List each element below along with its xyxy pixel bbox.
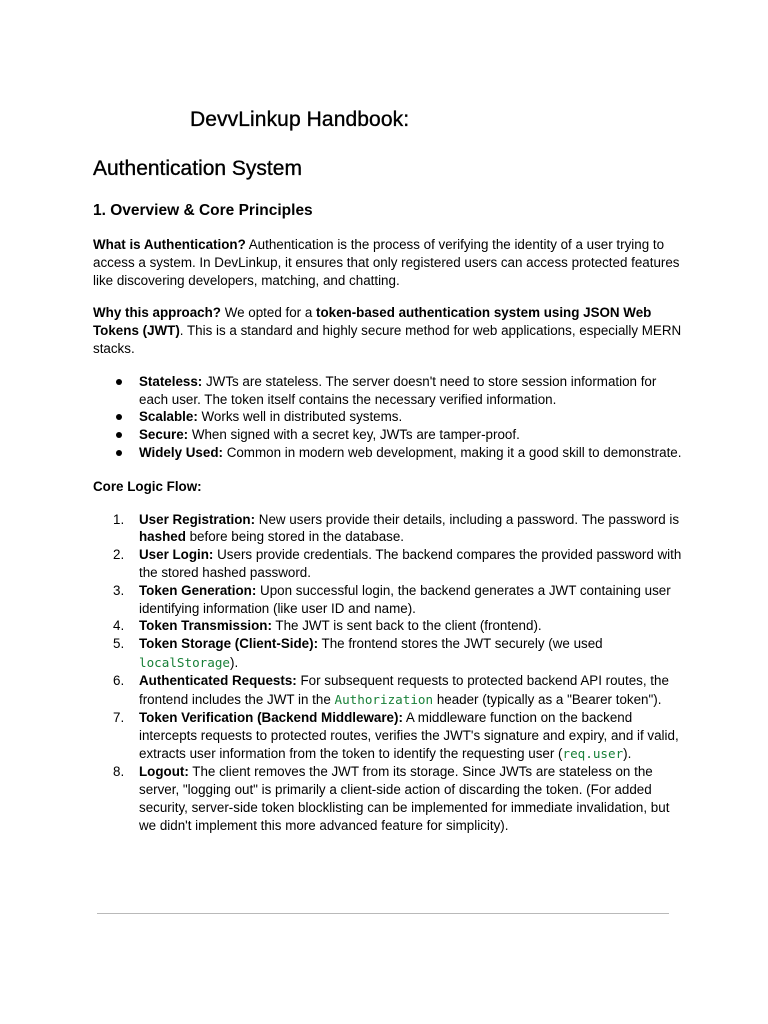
- step-label: User Registration:: [139, 511, 256, 527]
- inline-code: Authorization: [334, 691, 434, 707]
- benefit-text: When signed with a secret key, JWTs are tamper-proof.: [188, 427, 520, 443]
- benefit-item: [139, 408, 683, 426]
- step-text: ).: [230, 654, 239, 670]
- flow-step: [113, 511, 683, 547]
- what-is-paragraph: [93, 236, 683, 289]
- flow-heading: Core Logic Flow:: [93, 478, 202, 494]
- handbook-title: DevvLinkup Handbook:: [190, 108, 410, 131]
- section-title: 1. Overview & Core Principles: [93, 202, 313, 219]
- benefit-item: [139, 426, 683, 444]
- flow-steps-list: [93, 511, 683, 835]
- document-title: Authentication System: [93, 157, 302, 180]
- step-number: 8.: [113, 764, 125, 780]
- step-text: A middleware function on the backend intercepts requests to protected routes, verifies the JWT's signature and expiry, and if valid, extracts user information from the token to identify the requesting user (: [139, 709, 679, 762]
- step-label: Token Generation:: [139, 582, 257, 598]
- horizontal-divider: [97, 913, 669, 914]
- step-text: Users provide credentials. The backend compares the provided password with the stored hashed password.: [139, 547, 682, 580]
- step-text: before being stored in the database.: [185, 529, 405, 545]
- inline-code: req.user: [562, 746, 624, 762]
- step-number: 5.: [113, 636, 125, 652]
- step-number: 7.: [113, 709, 125, 725]
- flow-step: [113, 709, 683, 764]
- step-label: Token Transmission:: [139, 618, 272, 634]
- benefit-label: Stateless:: [139, 373, 203, 389]
- step-text: header (typically as a "Bearer token").: [433, 691, 662, 707]
- benefit-label: Secure:: [139, 427, 189, 443]
- step-text: Upon successful login, the backend generates a JWT containing user identifying information (like user ID and name).: [139, 582, 671, 616]
- step-text: The client removes the JWT from its storage. Since JWTs are stateless on the server, "logging out" is primarily a client-side action of discarding the token. (For added security, server-side token blocklisting can be implemented for immediate invalidation, but we didn't implement this more advanced feature for simplicity).: [139, 764, 670, 833]
- flow-step: [113, 672, 683, 709]
- step-number: 1.: [113, 511, 125, 527]
- benefit-text: Works well in distributed systems.: [197, 409, 403, 425]
- why-text-before: We opted for a: [220, 305, 316, 321]
- step-text: For subsequent requests to protected backend API routes, the frontend includes the JWT in the: [139, 672, 669, 707]
- why-emphasis: token-based authentication system using JSON Web Tokens (JWT): [93, 305, 652, 339]
- step-label: User Login:: [139, 547, 214, 563]
- section-body: [93, 236, 683, 835]
- step-label: Logout:: [139, 764, 189, 780]
- step-text: ).: [623, 746, 632, 762]
- step-number: 4.: [113, 618, 125, 634]
- step-text: New users provide their details, including a password. The password is: [255, 511, 680, 527]
- inline-code: localStorage: [139, 654, 230, 670]
- benefit-item: [139, 373, 683, 409]
- step-number: 6.: [113, 672, 125, 688]
- what-is-text: Authentication is the process of verifying the identity of a user trying to access a system. In DevLinkup, it ensures that only registered users can access protected features like discovering developers, matching, and chatting.: [93, 237, 680, 288]
- step-number: 2.: [113, 547, 125, 563]
- flow-step: [113, 582, 683, 618]
- benefits-list: [93, 373, 683, 462]
- benefit-item: [139, 444, 683, 462]
- step-label: Token Verification (Backend Middleware):: [139, 709, 403, 725]
- flow-step: [113, 617, 683, 635]
- what-is-label: What is Authentication?: [93, 237, 246, 252]
- benefit-text: JWTs are stateless. The server doesn't need to store session information for each user. The token itself contains the necessary verified information.: [139, 373, 657, 407]
- flow-step: [113, 635, 683, 672]
- why-text-after: . This is a standard and highly secure method for web applications, especially MERN stacks.: [93, 323, 682, 356]
- step-emphasis: hashed: [139, 529, 186, 545]
- benefit-text: Common in modern web development, making it a good skill to demonstrate.: [222, 444, 682, 460]
- step-label: Authenticated Requests:: [139, 672, 297, 688]
- benefit-label: Widely Used:: [139, 444, 223, 460]
- flow-step: [113, 763, 683, 834]
- step-label: Token Storage (Client-Side):: [139, 636, 319, 652]
- benefit-label: Scalable:: [139, 409, 198, 425]
- flow-step: [113, 546, 683, 582]
- step-number: 3.: [113, 582, 125, 598]
- step-text: The JWT is sent back to the client (frontend).: [271, 618, 542, 634]
- step-text: The frontend stores the JWT securely (we used: [318, 636, 603, 652]
- why-label: Why this approach?: [93, 305, 221, 321]
- why-paragraph: [93, 304, 683, 357]
